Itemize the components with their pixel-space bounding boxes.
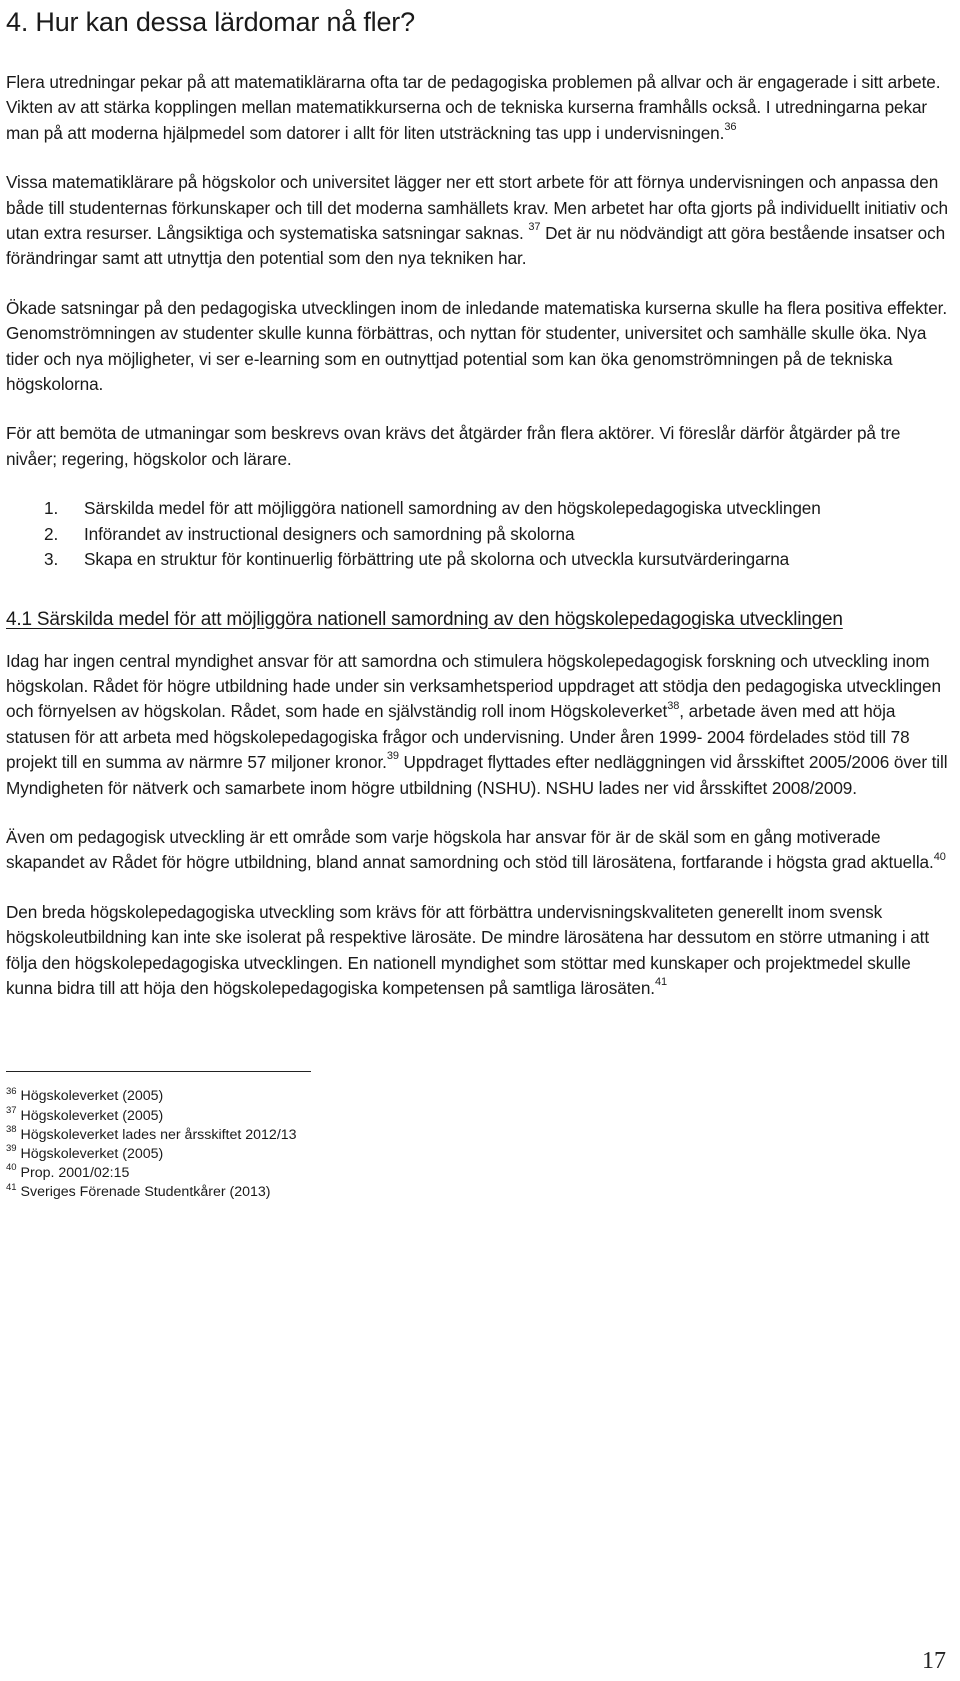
footnote <box>6 1145 954 1164</box>
footnote-text: Högskoleverket (2005) <box>20 1107 164 1124</box>
footnotes-list <box>6 1087 954 1202</box>
paragraph-3: Ökade satsningar på den pedagogiska utvecklingen inom de inledande matematiska kurserna skulle ha flera positiva effekter. Genomströmningen av studenter skulle kunna förbättras, och nyttan för studenter, universitet och samhälle skulle öka. Nya tider och nya möjligheter, vi ser e-learning som en outnyttjad potential som kan öka genomströmningen på de tekniska högskolorna. <box>6 297 948 395</box>
list-text: Skapa en struktur för kontinuerlig förbättring ute på skolorna och utveckla kursutvärderingarna <box>84 549 790 570</box>
paragraph-4: För att bemöta de utmaningar som beskrevs ovan krävs det åtgärder från flera aktörer. Vi föreslår därför åtgärder på tre nivåer; regering, högskolor och lärare. <box>6 423 901 469</box>
list-number: 2. <box>44 523 59 544</box>
paragraph-6 <box>6 825 954 876</box>
footnote <box>6 1087 954 1106</box>
document-page <box>6 0 954 1681</box>
footnote-number: 38 <box>6 1124 17 1136</box>
footnote-number: 39 <box>6 1143 17 1155</box>
paragraph-7 <box>6 900 954 1002</box>
footnote <box>6 1104 954 1126</box>
footnote-number: 40 <box>6 1162 17 1174</box>
footnote-ref[interactable]: 41 <box>654 976 668 989</box>
paragraph-text: Vissa matematiklärare på högskolor och universitet lägger ner ett stort arbete för att förnya undervisningen och anpassa den både till studenternas förkunskaper och till det moderna samhällets krav. Men arbetet har ofta gjorts på individuellt initiativ och utan extra resurser. Långsiktiga och systematiska satsningar saknas. <box>6 172 948 244</box>
chapter-heading: 4. Hur kan dessa lärdomar nå fler? <box>6 7 415 37</box>
paragraph-text: Den breda högskolepedagogiska utveckling som krävs för att förbättra undervisningskvaliteten generellt inom svensk högskoleutbildning kan inte ske isolerat på respektive lärosäte. De mindre lärosätena har dessutom en större utmaning i att följa den högskolepedagogiska utvecklingen. En nationell myndighet som stöttar med kunskaper och projektmedel skulle kunna bidra till att höja den högskolepedagogiska kompetensen på samtliga lärosäten. <box>6 901 930 998</box>
list-number: 3. <box>44 549 59 570</box>
paragraph-text: , arbetade även med att höja statusen för att arbeta med högskolepedagogiska frågor och undervisning. Under åren 1999- 2004 fördelades stöd till 78 projekt till en summa av närmre 57 miljoner kronor. <box>6 701 910 773</box>
section-heading: 4.1 Särskilda medel för att möjliggöra nationell samordning av den högskolepedagogiska utvecklingen <box>6 608 843 630</box>
footnote-ref[interactable]: 36 <box>724 121 737 134</box>
footnote-text: Prop. 2001/02:15 <box>20 1165 130 1182</box>
paragraph-text: Uppdraget flyttades efter nedläggningen vid årsskiftet 2005/2006 över till Myndigheten för nätverk och samarbete inom högre utbildning (NSHU). NSHU lades ner vid årsskiftet 2008/2009. <box>6 752 948 798</box>
list-text: Särskilda medel för att möjliggöra nationell samordning av den högskolepedagogiska utvecklingen <box>84 498 821 519</box>
footnote-ref[interactable]: 38 <box>667 699 680 712</box>
footnote <box>6 1164 954 1183</box>
footnote-ref[interactable]: 40 <box>933 850 946 863</box>
footnote-text: Högskoleverket (2005) <box>20 1088 164 1105</box>
footnote-ref[interactable]: 37 <box>528 221 541 234</box>
footnote-divider <box>6 1071 311 1072</box>
footnote-number: 41 <box>6 1181 17 1193</box>
paragraph-text: Det är nu nödvändigt att göra bestående insatser och förändringar samt att utnyttja den potential som den nya tekniken har. <box>6 223 946 269</box>
paragraph-5 <box>6 649 954 801</box>
paragraph-1 <box>6 70 954 146</box>
paragraph-text: Även om pedagogisk utveckling är ett område som varje högskola har ansvar för är de skäl som en gång motiverade skapandet av Rådet för högre utbildning, bland annat samordning och stöd till lärosätena, fortfarande i högsta grad aktuella. <box>6 826 934 873</box>
footnote-ref[interactable]: 39 <box>386 750 399 763</box>
footnote-text: Högskoleverket lades ner årsskiftet 2012/13 <box>20 1126 297 1143</box>
footnote <box>6 1183 954 1202</box>
paragraph-text: Flera utredningar pekar på att matematiklärarna ofta tar de pedagogiska problemen på allvar och är engagerade i sitt arbete. Vikten av att stärka kopplingen mellan matematikkurserna och de tekniska kurserna framhålls också. I utredningarna pekar man på att moderna hjälpmedel som datorer i allt för liten utsträckning tas upp i undervisningen. <box>6 72 941 143</box>
footnote-text: Sveriges Förenade Studentkårer (2013) <box>20 1184 271 1201</box>
page-number: 17 <box>922 1648 946 1674</box>
list-item <box>6 547 954 572</box>
list-text: Införandet av instructional designers och samordning på skolorna <box>84 523 575 544</box>
paragraph-text: Idag har ingen central myndighet ansvar för att samordna och stimulera högskolepedagogisk forskning och utveckling inom högskolan. Rådet för högre utbildning hade under sin verksamhetsperiod uppdraget att stödja den pedagogiska utvecklingen och förnyelsen av högskolan. Rådet, som hade en självständig roll inom Högskoleverket <box>6 650 941 722</box>
paragraph-2 <box>6 170 954 272</box>
footnote <box>6 1126 954 1145</box>
list-number: 1. <box>44 498 59 519</box>
footnote-number: 36 <box>6 1085 17 1097</box>
list-item <box>6 522 954 547</box>
measures-list <box>6 496 954 572</box>
footnote-number: 37 <box>6 1104 17 1116</box>
list-item <box>6 496 954 521</box>
footnote-text: Högskoleverket (2005) <box>20 1145 164 1162</box>
